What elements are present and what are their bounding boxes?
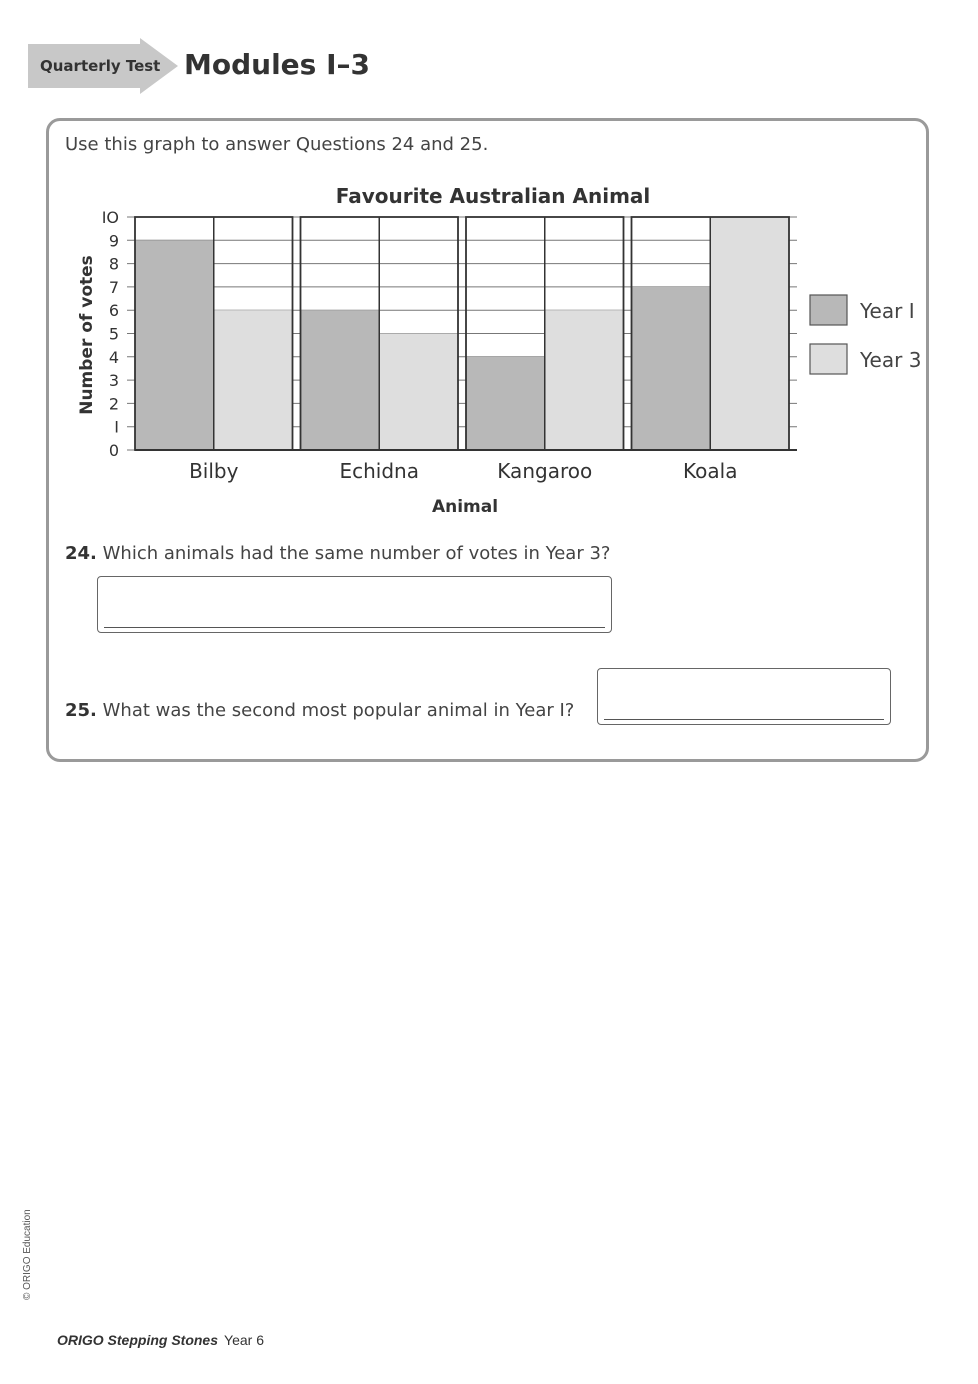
bar-koala-series-2 [710,217,789,450]
bar-echidna-series-2 [379,334,458,451]
chart-legend [810,295,921,374]
answer-25-box[interactable] [597,668,891,725]
bar-chart [0,0,978,530]
x-axis-label: Animal [431,497,499,517]
y-tick-label: 5 [108,324,119,344]
x-category-label-kangaroo: Kangaroo [497,459,593,483]
question-24-text: Which animals had the same number of votes in Year 3? [102,543,611,564]
question-25-text: What was the second most popular animal in Year I? [102,700,575,721]
bar-kangaroo-series-1 [466,357,545,450]
answer-24-box[interactable] [97,576,612,633]
bar-kangaroo-series-2 [545,310,624,450]
y-tick-label: 2 [108,394,119,414]
legend-label-series-1: Year I [860,299,915,323]
y-tick-label: I [114,417,119,437]
legend-label-series-2: Year 3 [860,348,922,372]
chart-title: Favourite Australian Animal [335,184,651,208]
answer-24-line [104,627,605,628]
question-24-number: 24. [65,543,97,564]
copyright-notice: © ORIGO Education [22,1209,33,1300]
y-tick-label: 0 [108,441,119,460]
y-tick-label: 6 [108,301,119,321]
question-25 [65,700,574,721]
question-25-number: 25. [65,700,97,721]
legend-swatch-series-1 [810,295,847,325]
y-tick-label: 4 [108,347,119,367]
chart-x-labels [189,459,737,483]
y-tick-label: 7 [108,277,119,297]
answer-25-line [604,719,884,720]
bar-bilby-series-2 [214,310,293,450]
x-category-label-bilby: Bilby [189,459,239,483]
y-tick-label: 8 [108,254,119,274]
y-tick-label: 9 [108,231,119,251]
footer-brand: ORIGO Stepping Stones [57,1332,219,1348]
page-title: Modules I–3 [184,48,370,81]
legend-swatch-series-2 [810,344,847,374]
bar-echidna-series-1 [301,310,380,450]
chart-y-ticks [102,208,119,460]
footer [57,1332,264,1348]
footer-year: Year 6 [224,1332,264,1348]
section-label: Quarterly Test [40,57,161,75]
x-category-label-koala: Koala [683,459,738,483]
bar-koala-series-1 [632,287,711,450]
y-axis-label: Number of votes [77,255,97,415]
intro-instruction: Use this graph to answer Questions 24 and 25. [65,134,489,155]
y-tick-label: IO [101,208,119,227]
y-tick-label: 3 [108,371,119,391]
question-24 [65,543,610,564]
x-category-label-echidna: Echidna [339,459,419,483]
bar-bilby-series-1 [135,240,214,450]
